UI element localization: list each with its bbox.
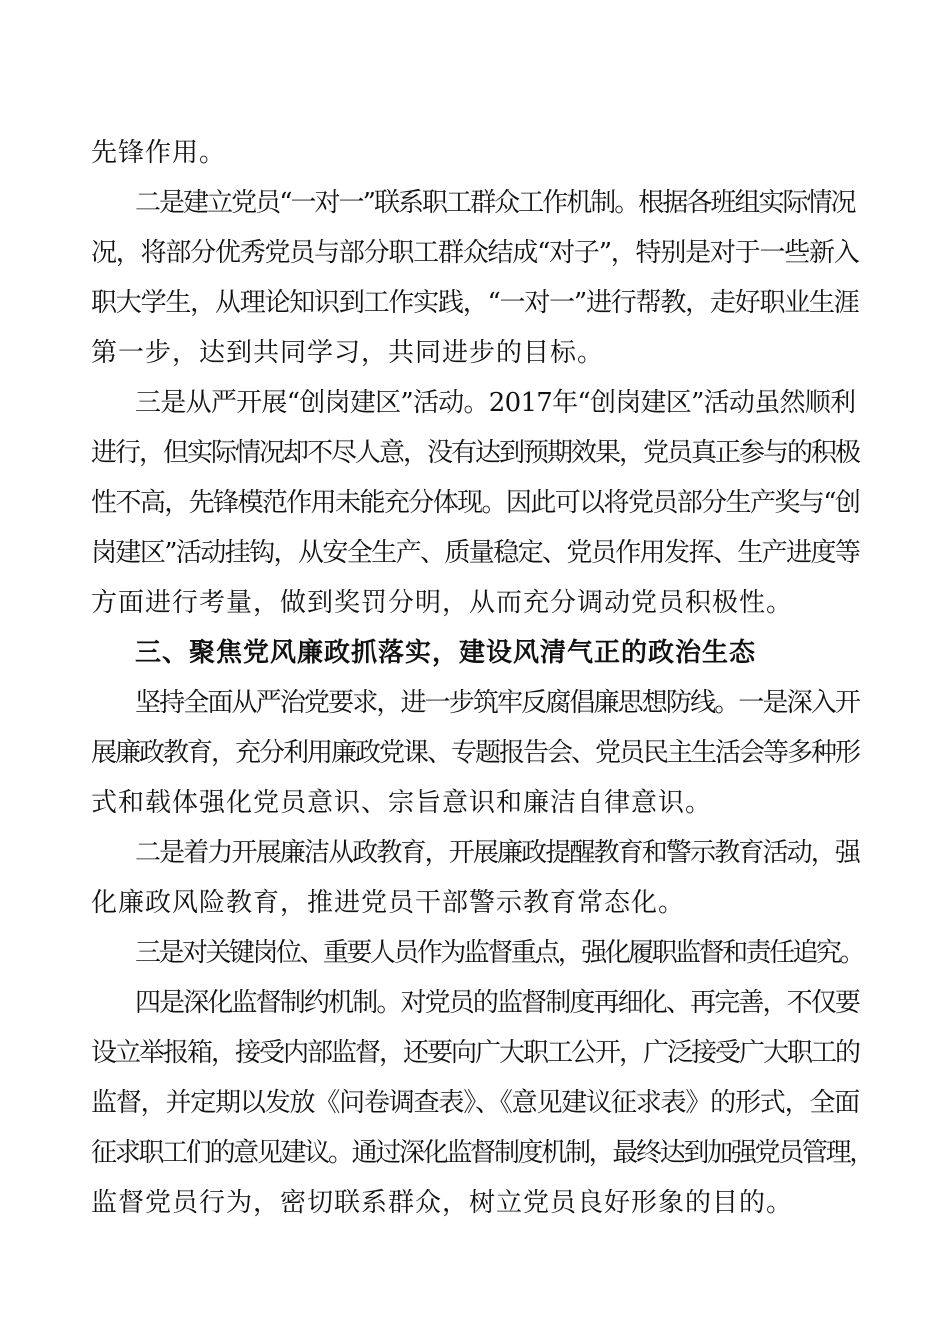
text-line-14: 式和载体强化党员意识、宗旨意识和廉洁自律意识。 bbox=[91, 788, 713, 818]
text-line-17: 三是对关键岗位、重要人员作为监督重点，强化履职监督和责任追究。 bbox=[135, 938, 864, 968]
text-line-5: 第一步，达到共同学习，共同进步的目标。 bbox=[91, 338, 605, 368]
text-line-21: 征求职工们的意见建议。通过深化监督制度机制，最终达到加强党员管理， bbox=[91, 1138, 874, 1168]
text-line-16: 化廉政风险教育，推进党员干部警示教育常态化。 bbox=[91, 888, 686, 918]
text-line-20: 监督，并定期以发放《问卷调查表》、《意见建议征求表》的形式，全面 bbox=[91, 1088, 860, 1118]
text-line-15: 二是着力开展廉洁从政教育，开展廉政提醒教育和警示教育活动，强 bbox=[135, 838, 860, 868]
text-line-1: 先锋作用。 bbox=[91, 138, 227, 168]
text-line-18: 四是深化监督制约机制。对党员的监督制度再细化、再完善，不仅要 bbox=[135, 988, 860, 1018]
text-line-12: 坚持全面从严治党要求，进一步筑牢反腐倡廉思想防线。一是深入开 bbox=[135, 688, 860, 718]
text-line-4: 职大学生，从理论知识到工作实践，“一对一”进行帮教，走好职业生涯 bbox=[91, 288, 859, 318]
text-line-9: 岗建区”活动挂钩，从安全生产、质量稳定、党员作用发挥、生产进度等 bbox=[91, 538, 860, 568]
text-line-3: 况，将部分优秀党员与部分职工群众结成“对子”，特别是对于一些新入 bbox=[91, 238, 859, 268]
text-line-6: 三是从严开展“创岗建区”活动。2017年“创岗建区”活动虽然顺利 bbox=[135, 388, 856, 418]
text-line-10: 方面进行考量，做到奖罚分明，从而充分调动党员积极性。 bbox=[91, 588, 794, 618]
section-heading: 三、聚焦党风廉政抓落实，建设风清气正的政治生态 bbox=[135, 638, 757, 668]
text-line-2: 二是建立党员“一对一”联系职工群众工作机制。根据各班组实际情况 bbox=[135, 188, 855, 218]
text-line-7: 进行，但实际情况却不尽人意，没有达到预期效果，党员真正参与的积极 bbox=[91, 438, 860, 468]
text-line-13: 展廉政教育，充分利用廉政党课、专题报告会、党员民主生活会等多种形 bbox=[91, 738, 860, 768]
text-line-19: 设立举报箱，接受内部监督，还要向广大职工公开，广泛接受广大职工的 bbox=[91, 1038, 860, 1068]
text-line-22: 监督党员行为，密切联系群众，树立党员良好形象的目的。 bbox=[91, 1188, 794, 1218]
text-line-8: 性不高，先锋模范作用未能充分体现。因此可以将党员部分生产奖与“创 bbox=[91, 488, 860, 518]
